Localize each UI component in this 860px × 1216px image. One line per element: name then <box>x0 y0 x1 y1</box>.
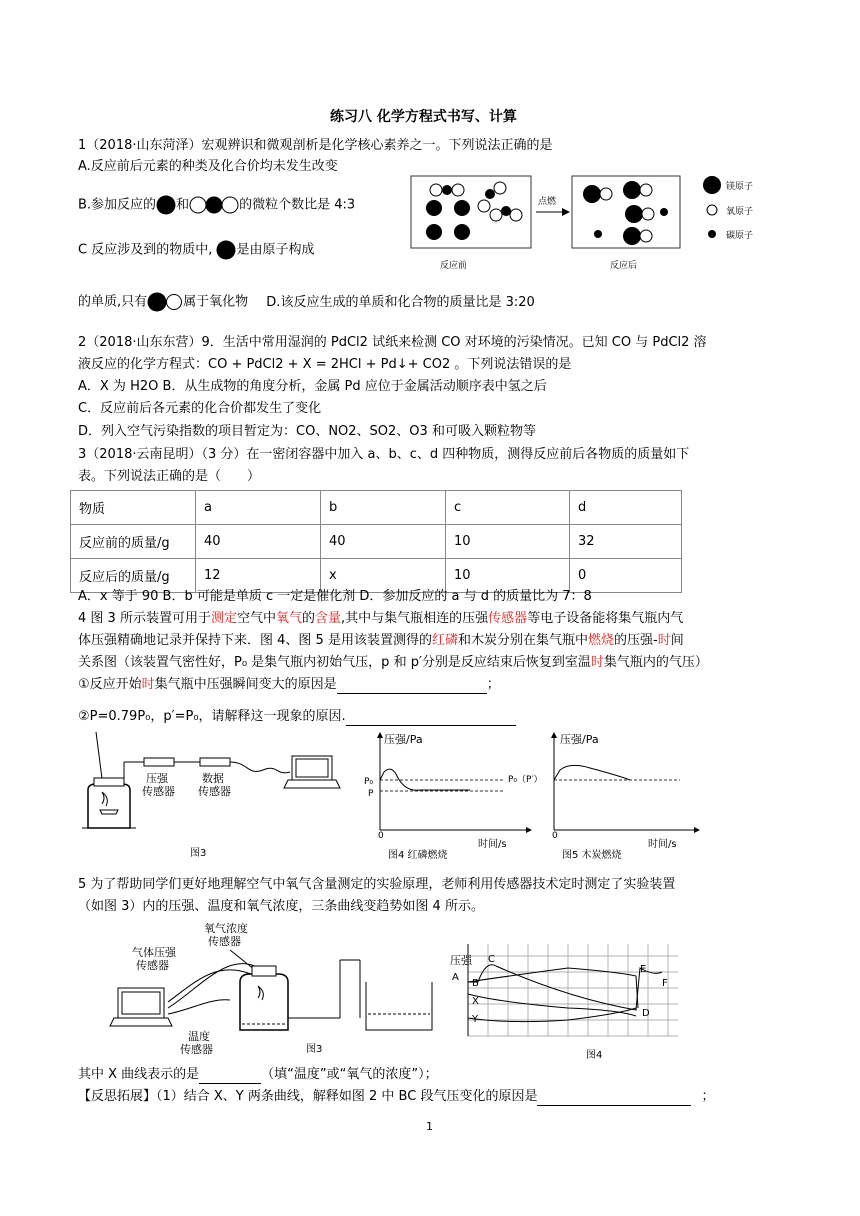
svg-text:压强/Pa: 压强/Pa <box>384 733 423 746</box>
q1-reaction-diagram <box>410 168 790 273</box>
svg-text:碳原子: 碳原子 <box>726 231 754 241</box>
q4-apparatus-figure <box>78 732 368 862</box>
svg-text:A: A <box>452 972 459 983</box>
q3-line1: 3（2018·云南昆明）（3 分）在一密闭容器中加入 a、b、c、d 四种物质，测得反应前后各物质的质量如下 <box>78 447 690 462</box>
svg-text:图5 木炭燃烧: 图5 木炭燃烧 <box>562 850 622 861</box>
q4-line1: 4 图 3 所示装置可用于测定空气中氧气的含量,其中与集气瓶相连的压强传感器等电子设备能将集气瓶内气 <box>78 611 684 626</box>
q1-option-b: B.参加反应的 和 的微粒个数比是 4:3 <box>78 195 355 215</box>
q1-option-c: C 反应涉及到的物质中, 是由原子构成 <box>78 240 315 260</box>
q4-line2: 体压强精确地记录并保持下来．图 4、图 5 是用该装置测得的红磷和木炭分别在集气瓶中燃烧的压强-时间 <box>78 633 684 648</box>
svg-text:数据: 数据 <box>202 772 224 785</box>
svg-text:F: F <box>662 978 668 989</box>
svg-text:P₀（P′）: P₀（P′） <box>508 775 543 785</box>
q1-option-a: A.反应前后元素的种类及化合价均未发生改变 <box>78 159 338 174</box>
q4-line3: 关系图（该装置气密性好，P₀ 是集气瓶内初始气压，p 和 p′分别是反应结束后恢复到室温时集气瓶内的气压） <box>78 655 708 670</box>
svg-text:图3: 图3 <box>306 1044 323 1055</box>
svg-text:反应后: 反应后 <box>610 261 638 271</box>
mg-atom-icon <box>216 240 236 260</box>
q3-line2: 表。下列说法正确的是（ ） <box>78 469 261 484</box>
answer-blank[interactable] <box>337 679 487 694</box>
q5-apparatus-figure <box>110 918 450 1060</box>
svg-text:X: X <box>472 996 479 1007</box>
q4-question-1: ①反应开始时集气瓶中压强瞬间变大的原因是 ； <box>78 677 500 692</box>
svg-text:图4 红磷燃烧: 图4 红磷燃烧 <box>388 850 448 861</box>
svg-text:压强: 压强 <box>450 954 472 967</box>
q5-question-x: 其中 X 曲线表示的是 （填“温度”或“氧气的浓度”）； <box>78 1067 438 1082</box>
q2-option-ab: A．X 为 H2O B．从生成物的角度分析，金属 Pd 应位于金属活动顺序表中氢之后 <box>78 379 547 394</box>
answer-blank[interactable] <box>199 1069 261 1084</box>
q2-option-d: D．列入空气污染指数的项目暂定为：CO、NO2、SO2、O3 和可吸入颗粒物等 <box>78 424 536 439</box>
q3-options: A．x 等于 90 B．b 可能是单质 c 一定是催化剂 D．参加反应的 a 与 d 的质量比为 7：8 <box>78 589 592 604</box>
q2-line2: 液反应的化学方程式：CO + PdCl2 + X = 2HCl + Pd↓+ CO2 。下列说法错误的是 <box>78 357 572 372</box>
mgo-molecule-icon <box>147 292 183 312</box>
q2-line1: 2（2018·山东东营）9．生活中常用湿润的 PdCl2 试纸来检测 CO 对环境的污染情况。已知 CO 与 PdCl2 溶 <box>78 335 707 350</box>
mg-atom-icon <box>156 195 176 215</box>
svg-text:反应前: 反应前 <box>440 261 468 271</box>
q5-curves-chart <box>448 938 698 1060</box>
q4-question-2: ②P=0.79P₀，p′=P₀，请解释这一现象的原因. <box>78 708 516 726</box>
svg-text:点燃: 点燃 <box>538 197 557 207</box>
svg-text:压强: 压强 <box>146 772 168 785</box>
svg-text:压强/Pa: 压强/Pa <box>560 733 599 746</box>
svg-text:氧原子: 氧原子 <box>726 207 754 217</box>
page-number: 1 <box>426 1120 433 1133</box>
q1-option-c-cont: 的单质,只有 属于氧化物 D.该反应生成的单质和化合物的质量比是 3:20 <box>78 292 535 312</box>
svg-text:时间/s: 时间/s <box>648 839 677 850</box>
svg-text:P: P <box>368 789 374 799</box>
svg-text:传感器: 传感器 <box>136 959 169 972</box>
svg-text:D: D <box>642 1008 650 1019</box>
page-title: 练习八 化学方程式书写、计算 <box>330 109 517 125</box>
table-header-row: 物质 a b c d <box>71 491 682 525</box>
svg-text:B: B <box>472 978 479 989</box>
answer-blank[interactable] <box>346 711 516 726</box>
svg-text:传感器: 传感器 <box>142 785 175 798</box>
svg-text:气体压强: 气体压强 <box>132 946 176 959</box>
svg-text:C: C <box>488 954 495 965</box>
svg-text:传感器: 传感器 <box>208 935 241 948</box>
svg-text:镁原子: 镁原子 <box>726 182 754 192</box>
co2-molecule-icon <box>189 195 239 215</box>
svg-text:时间/s: 时间/s <box>478 839 507 850</box>
svg-text:传感器: 传感器 <box>198 785 231 798</box>
svg-text:图3: 图3 <box>190 848 207 859</box>
answer-blank[interactable] <box>537 1091 691 1106</box>
q5-line2: （如图 3）内的压强、温度和氧气浓度，三条曲线变趋势如图 4 所示。 <box>78 899 484 914</box>
q4-chart-charcoal <box>508 730 710 861</box>
svg-text:E: E <box>640 964 647 975</box>
svg-text:图4: 图4 <box>586 1050 603 1061</box>
q4-chart-red-phosphorus <box>360 730 540 860</box>
svg-text:氧气浓度: 氧气浓度 <box>204 922 248 935</box>
svg-text:P₀: P₀ <box>364 777 374 787</box>
svg-text:传感器: 传感器 <box>180 1043 213 1056</box>
table-row: 反应后的质量/g 12 x 10 0 <box>71 559 682 593</box>
q5-reflect: 【反思拓展】（1）结合 X、Y 两条曲线，解释如图 2 中 BC 段气压变化的原因是 ； <box>78 1089 715 1104</box>
table-row: 反应前的质量/g 40 40 10 32 <box>71 525 682 559</box>
svg-text:0: 0 <box>552 831 558 841</box>
q3-mass-table <box>70 490 682 593</box>
q5-line1: 5 为了帮助同学们更好地理解空气中氧气含量测定的实验原理，老师利用传感器技术定时测定了实验装置 <box>78 877 676 892</box>
q1-stem: 1（2018·山东菏泽）宏观辨识和微观剖析是化学核心素养之一。下列说法正确的是 <box>78 138 553 153</box>
q2-option-c: C．反应前后各元素的化合价都发生了变化 <box>78 401 322 416</box>
svg-text:Y: Y <box>472 1014 479 1025</box>
svg-text:0: 0 <box>378 831 384 841</box>
svg-text:温度: 温度 <box>188 1030 210 1043</box>
